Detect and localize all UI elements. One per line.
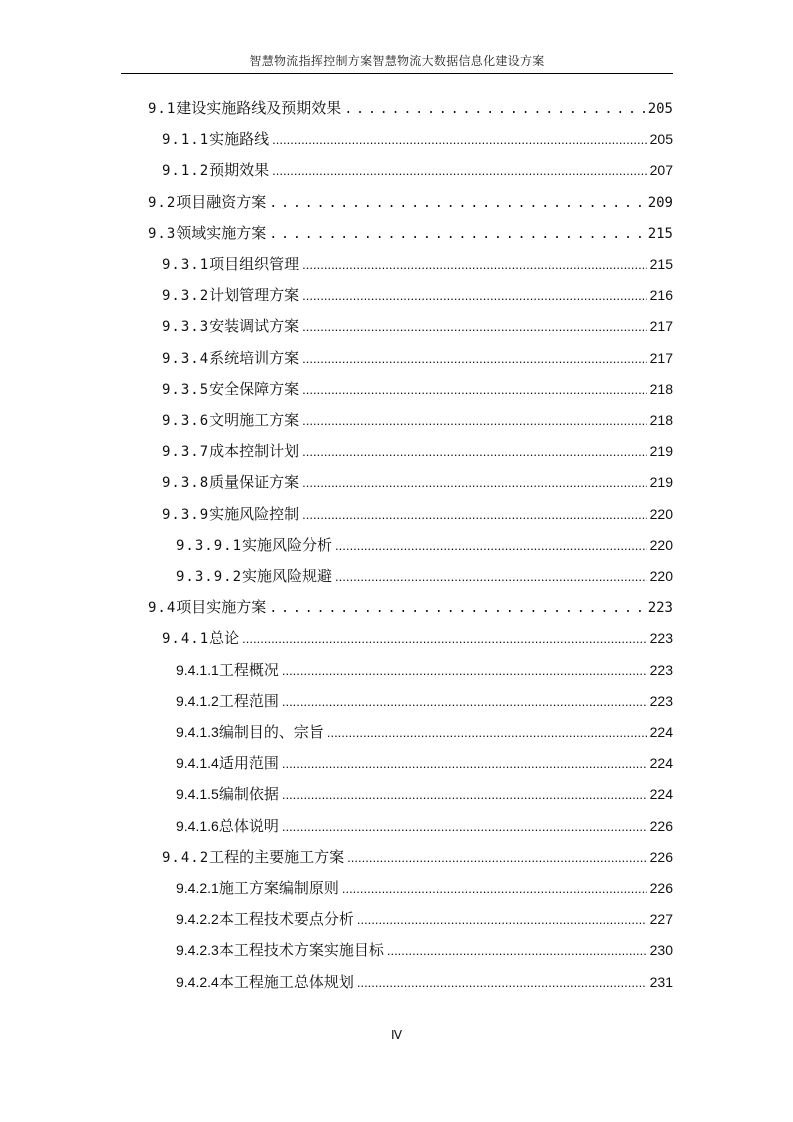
toc-leader-dots [282,752,647,776]
toc-leader-dots [302,378,646,402]
toc-entry-page: 218 [649,380,673,397]
toc-entry-page: 223 [649,630,673,647]
toc-entry[interactable] [162,346,673,370]
toc-entry-page: 219 [649,474,673,491]
toc-entry-number: 9.4.2 [162,849,210,866]
toc-entry[interactable] [162,502,673,526]
toc-entry-page: 224 [649,786,673,803]
toc-entry-page: 205 [647,101,673,117]
toc-entry-number: 9.1 [148,101,177,117]
toc-entry[interactable] [176,814,673,838]
toc-entry[interactable] [162,626,673,650]
toc-entry-page: 217 [649,318,673,335]
toc-entry-title: 适用范围 [218,754,279,773]
toc-leader-dots [357,908,647,932]
toc-entry-page: 215 [649,256,673,272]
toc-leader-dots [269,597,644,621]
toc-entry-title: 项目实施方案 [176,598,267,617]
toc-entry-title: 项目组织管理 [209,255,300,273]
toc-entry-title: 编制依据 [218,785,279,804]
toc-entry-title: 文明施工方案 [209,411,300,429]
toc-entry[interactable] [162,127,673,151]
toc-entry-number: 9.1.2 [162,163,210,180]
toc-entry-number: 9.3.6 [162,413,210,429]
toc-leader-dots [242,627,646,651]
toc-entry-page: 226 [649,848,673,865]
toc-leader-dots [302,253,646,277]
toc-entry-page: 220 [649,568,673,584]
toc-entry[interactable] [176,564,673,588]
toc-entry-page: 215 [647,225,673,242]
toc-entry-page: 226 [649,817,673,834]
toc-entry-page: 216 [649,287,673,304]
toc-entry-number: 9.3.9 [162,506,210,523]
toc-entry-number: 9.4.2.1 [176,880,219,896]
toc-entry-page: 224 [649,724,673,740]
toc-leader-dots [344,98,644,122]
toc-entry-title: 实施风险控制 [209,504,300,523]
toc-entry-title: 安全保障方案 [209,379,300,398]
toc-entry-page: 217 [649,349,673,366]
toc-entry[interactable] [176,970,673,994]
toc-leader-dots [282,690,647,714]
toc-entry[interactable] [176,907,673,931]
toc-entry-page: 223 [649,692,673,709]
toc-entry-title: 工程范围 [218,691,279,710]
toc-entry[interactable] [176,658,673,682]
toc-leader-dots [302,347,646,371]
toc-entry-page: 219 [649,443,673,460]
toc-entry-number: 9.1.1 [162,132,210,149]
toc-entry-page: 205 [649,131,673,148]
toc-entry-number: 9.3.1 [162,257,210,273]
toc-entry[interactable] [176,782,673,806]
toc-leader-dots [282,659,647,683]
toc-entry-title: 工程的主要施工方案 [209,847,345,866]
toc-entry-page: 207 [649,162,673,179]
toc-entry-title: 项目融资方案 [176,192,267,211]
toc-entry-number: 9.3.3 [162,319,210,336]
toc-entry[interactable] [162,158,673,182]
toc-entry[interactable] [162,470,673,494]
toc-entry-page: 218 [649,412,673,428]
toc-entry[interactable] [162,252,673,276]
toc-leader-dots [269,192,644,216]
toc-leader-dots [302,440,646,464]
toc-entry[interactable] [162,377,673,401]
toc-entry-title: 实施风险规避 [242,567,333,585]
toc-entry-page: 230 [649,942,673,959]
toc-entry-number: 9.3.4 [162,350,210,367]
toc-entry-number: 9.4.2.4 [176,973,219,990]
toc-entry-number: 9.4.1 [162,631,210,648]
toc-entry[interactable] [176,938,673,962]
toc-entry[interactable] [176,533,673,557]
toc-entry[interactable] [162,439,673,463]
toc-entry[interactable] [176,689,673,713]
toc-entry-number: 9.4.1.6 [176,817,219,834]
toc-entry[interactable] [176,751,673,775]
toc-entry-title: 系统培训方案 [209,348,300,367]
toc-leader-dots [282,815,647,839]
toc-entry-number: 9.4.1.5 [176,786,219,803]
toc-leader-dots [302,315,646,339]
toc-entry-page: 227 [649,911,673,928]
toc-leader-dots [302,284,646,308]
toc-entry-number: 9.4.1.3 [176,724,219,740]
toc-entry-title: 本工程技术方案实施目标 [218,941,384,960]
toc-entry-number: 9.4 [148,600,177,617]
toc-entry-number: 9.3.5 [162,381,210,398]
header-rule [121,73,673,74]
toc-entry[interactable] [176,720,673,744]
toc-entry-title: 安装调试方案 [209,317,300,336]
toc-entry-number: 9.3.9.1 [176,537,243,554]
toc-leader-dots [342,877,647,901]
toc-leader-dots [335,565,647,589]
toc-leader-dots [269,223,644,247]
toc-entry[interactable] [148,96,673,120]
toc-entry-number: 9.3.8 [162,475,210,492]
toc-leader-dots [347,846,646,870]
toc-entry-title: 建设实施路线及预期效果 [176,99,342,117]
toc-entry-page: 224 [649,755,673,772]
toc-leader-dots [387,939,647,963]
toc-entry[interactable] [162,845,673,869]
toc-entry-number: 9.4.1.2 [176,692,219,709]
toc-entry-page: 209 [647,194,673,211]
toc-entry-page: 223 [647,600,673,617]
running-header: 智慧物流指挥控制方案智慧物流大数据信息化建设方案 [249,54,545,68]
toc-leader-dots [272,128,646,152]
toc-entry-title: 质量保证方案 [209,473,300,492]
toc-entry-number: 9.4.1.4 [176,755,219,772]
toc-entry-title: 预期效果 [209,161,270,180]
toc-entry-number: 9.4.2.2 [176,911,219,928]
toc-entry-title: 实施路线 [209,130,270,149]
toc-leader-dots [282,783,647,807]
toc-entry-number: 9.3.2 [162,288,210,305]
toc-entry-page: 223 [649,661,673,678]
toc-leader-dots [302,471,646,495]
toc-entry[interactable] [162,314,673,338]
toc-entry-number: 9.3 [148,225,177,242]
toc-entry-page: 220 [649,505,673,522]
toc-entry[interactable] [162,408,673,432]
toc-entry-title: 总体说明 [218,816,279,835]
toc-leader-dots [335,534,647,558]
toc-entry-page: 231 [649,973,673,990]
toc-leader-dots [327,721,647,745]
toc-entry-title: 实施风险分析 [242,535,333,554]
toc-entry-number: 9.4.1.1 [176,661,219,678]
toc-entry-number: 9.4.2.3 [176,942,219,959]
toc-entry-title: 工程概况 [218,660,279,679]
toc-entry[interactable] [148,595,673,619]
toc-entry-page: 220 [649,536,673,553]
toc-entry-number: 9.3.9.2 [176,569,243,585]
toc-entry[interactable] [162,283,673,307]
toc-entry-title: 本工程施工总体规划 [218,972,354,991]
toc-entry-title: 总论 [209,629,240,648]
toc-entry-number: 9.3.7 [162,444,210,461]
toc-entry-number: 9.2 [148,194,177,211]
toc-entry[interactable] [148,190,673,214]
toc-entry-title: 领域实施方案 [176,223,267,242]
toc-entry-title: 本工程技术要点分析 [218,910,354,929]
toc-entry[interactable] [176,876,673,900]
toc-leader-dots [357,971,647,995]
toc-leader-dots [272,159,646,183]
page-number-footer: Ⅳ [390,1028,403,1042]
toc-entry-title: 计划管理方案 [209,286,300,305]
toc-entry-title: 施工方案编制原则 [218,879,339,897]
toc-entry-title: 编制目的、宗旨 [218,723,324,741]
toc-leader-dots [302,503,646,527]
toc-entry-page: 226 [649,880,673,896]
toc-entry[interactable] [148,221,673,245]
toc-entry-title: 成本控制计划 [209,442,300,461]
toc-leader-dots [302,409,646,433]
